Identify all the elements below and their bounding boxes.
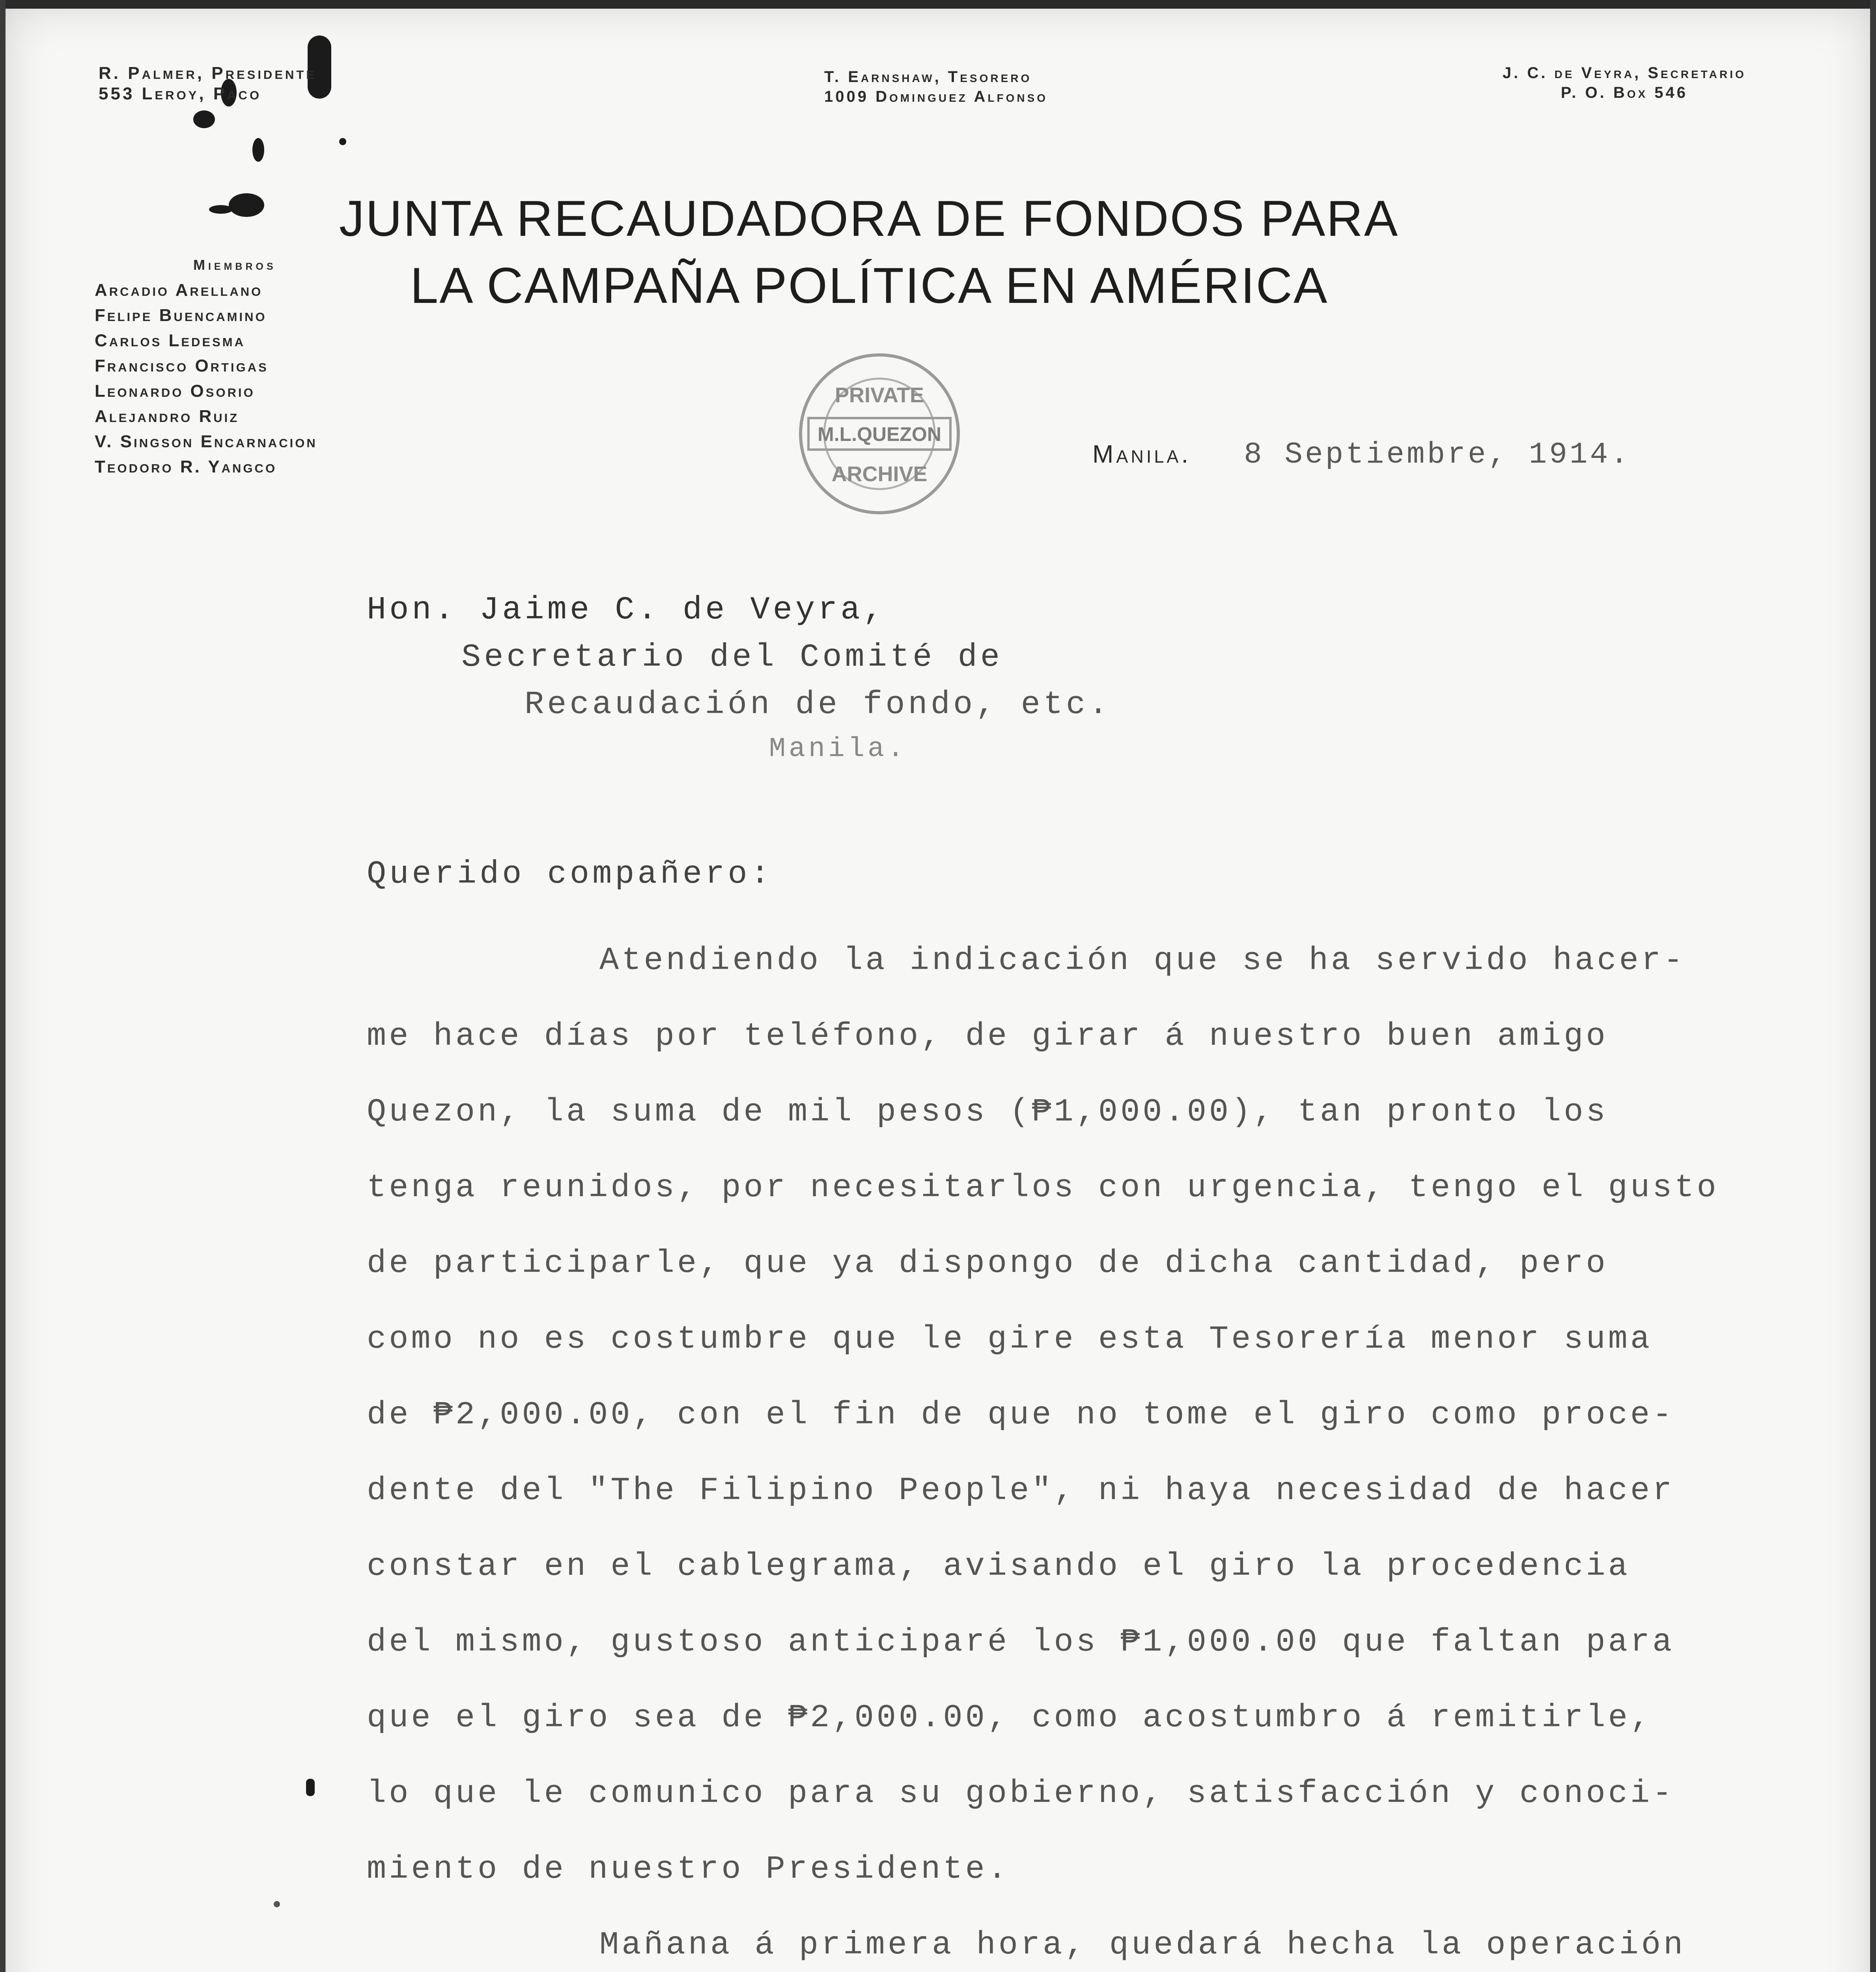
scan-border-left — [0, 0, 6, 1972]
addressee-line: Secretario del Comité de — [461, 639, 1003, 676]
addressee-line: Hon. Jaime C. de Veyra, — [367, 592, 886, 628]
president-address: 553 Leroy, Paco — [99, 84, 262, 103]
stamp-middle-text: M.L.QUEZON — [818, 423, 941, 445]
president-name: R. Palmer, Presidente — [99, 63, 317, 83]
body-line: de ₱2,000.00, con el fin de que no tome el giro como proce- — [367, 1397, 1675, 1433]
member-item: Carlos Ledesma — [95, 331, 246, 350]
letter-body — [367, 923, 1719, 1972]
body-line: tenga reunidos, por necesitarlos con urgencia, tengo el gusto — [367, 1169, 1719, 1206]
member-item: V. Singson Encarnacion — [95, 432, 317, 451]
treasurer-address: 1009 Dominguez Alfonso — [824, 88, 1048, 105]
scan-border-right — [1870, 0, 1876, 1972]
body-line: como no es costumbre que le gire esta Tesorería menor suma — [367, 1321, 1653, 1358]
salutation: Querido compañero: — [367, 856, 773, 893]
body-line: Atendiendo la indicación que se ha servido hacer- — [599, 942, 1686, 979]
stamp-top-text: PRIVATE — [834, 383, 924, 407]
member-item: Francisco Ortigas — [95, 356, 269, 375]
body-line: dente del "The Filipino People", ni haya necesidad de hacer — [367, 1472, 1675, 1509]
president-info — [99, 63, 317, 104]
body-line: Mañana á primera hora, quedará hecha la operación — [599, 1927, 1686, 1963]
treasurer-name: T. Earnshaw, Tesorero — [824, 68, 1032, 86]
dateline — [1092, 438, 1631, 472]
body-line: me hace días por teléfono, de girar á nuestro buen amigo — [367, 1018, 1608, 1055]
addressee-line: Manila. — [769, 734, 907, 765]
ink-mark — [274, 1901, 280, 1907]
ink-mark — [306, 1779, 315, 1796]
secretary-info — [1503, 63, 1746, 103]
body-line: que el giro sea de ₱2,000.00, como acostumbro á remitirle, — [367, 1699, 1653, 1736]
secretary-name: J. C. de Veyra, Secretario — [1503, 64, 1746, 82]
dateline-place: Manila. — [1092, 440, 1191, 468]
dateline-date: 8 Septiembre, 1914. — [1244, 438, 1631, 472]
stamp-bottom-text: ARCHIVE — [831, 462, 928, 486]
scan-border-top — [0, 0, 1876, 9]
member-item: Arcadio Arellano — [95, 280, 263, 300]
body-line: miento de nuestro Presidente. — [367, 1851, 1010, 1888]
members-heading: Miembros — [193, 257, 276, 273]
treasurer-info — [824, 67, 1048, 106]
body-line: Quezon, la suma de mil pesos (₱1,000.00), tan pronto los — [367, 1094, 1608, 1130]
members-list — [95, 252, 317, 480]
title-line-1: JUNTA RECAUDADORA DE FONDOS PARA — [339, 190, 1399, 247]
secretary-address: P. O. Box 546 — [1561, 84, 1688, 101]
member-item: Alejandro Ruiz — [95, 407, 239, 426]
addressee-line: Recaudación de fondo, etc. — [525, 686, 1111, 723]
member-item: Leonardo Osorio — [95, 381, 255, 401]
body-line: de participarle, que ya dispongo de dicha cantidad, pero — [367, 1245, 1608, 1282]
body-line: constar en el cablegrama, avisando el giro la procedencia — [367, 1548, 1630, 1585]
member-item: Felipe Buencamino — [95, 306, 267, 325]
member-item: Teodoro R. Yangco — [95, 457, 277, 476]
title-line-2: LA CAMPAÑA POLÍTICA EN AMÉRICA — [410, 258, 1329, 314]
archive-stamp — [793, 347, 966, 521]
letterhead-title — [339, 185, 1399, 319]
body-line: lo que le comunico para su gobierno, satisfacción y conoci- — [367, 1775, 1675, 1812]
body-line: del mismo, gustoso anticiparé los ₱1,000.00 que faltan para — [367, 1624, 1675, 1660]
